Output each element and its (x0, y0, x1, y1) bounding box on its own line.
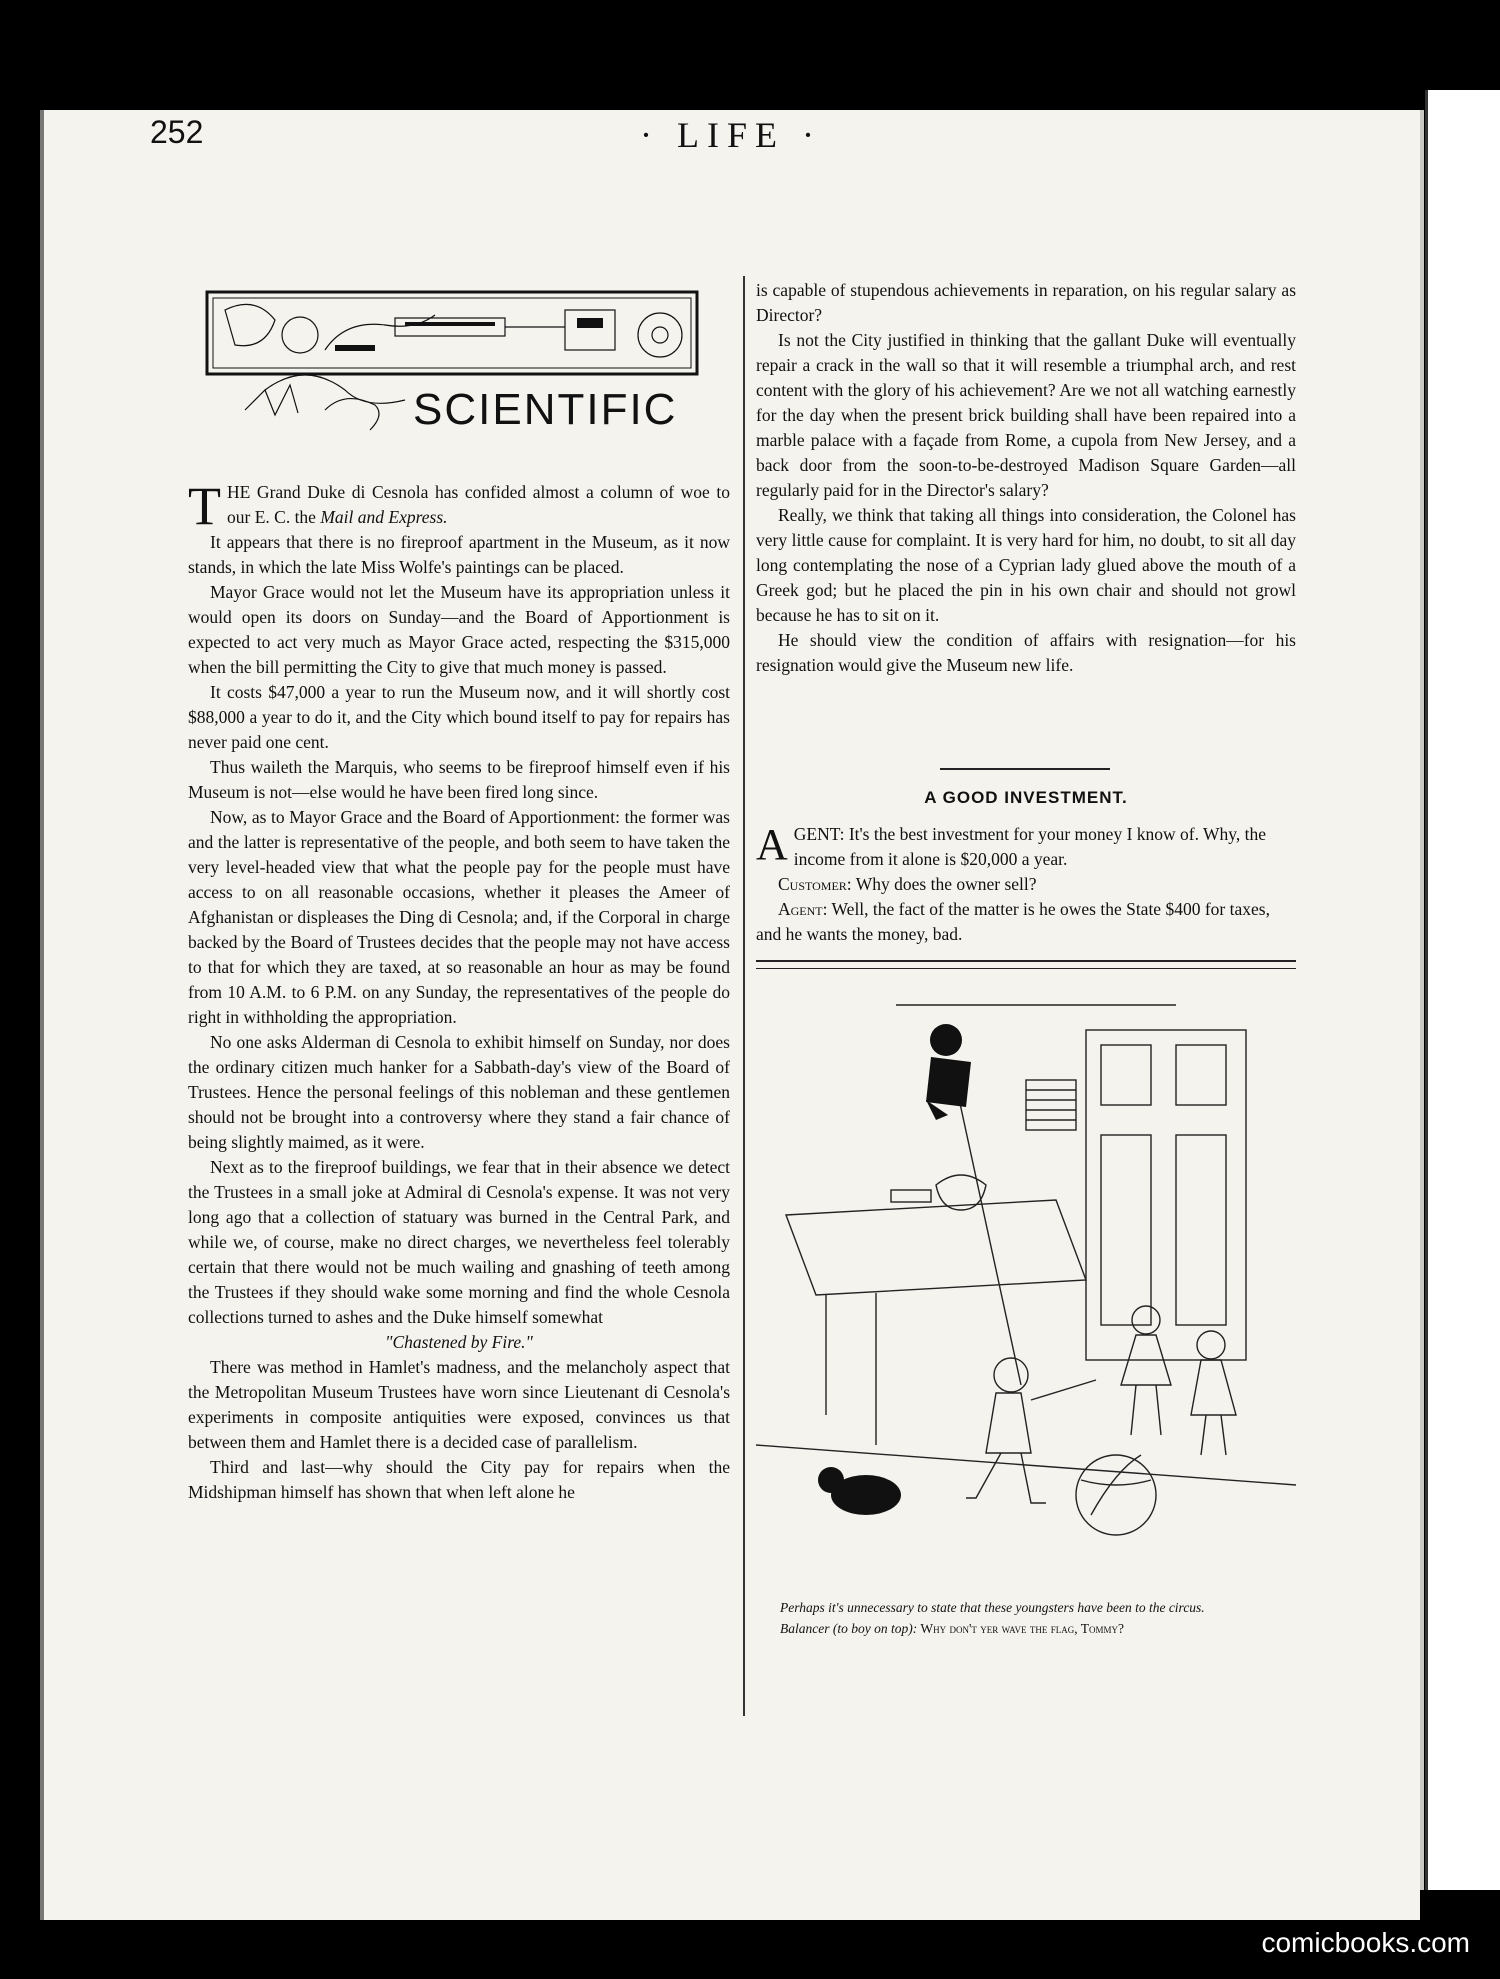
paragraph: He should view the condition of affairs with resignation—for his resignation would give the Museum new life. (756, 630, 1296, 675)
section-double-rule (756, 960, 1296, 969)
dialog-line (756, 872, 1296, 897)
article-right-column (756, 278, 1296, 678)
column-divider (743, 276, 745, 1716)
speaker: Agent: (778, 899, 828, 919)
publication-name: Mail and Express. (320, 507, 448, 527)
paragraph: Third and last—why should the City pay for repairs when the Midshipman himself has shown that when left alone he (188, 1457, 730, 1502)
paragraph: is capable of stupendous achievements in reparation, on his regular salary as Director? (756, 280, 1296, 325)
paragraph: Mayor Grace would not let the Museum have its appropriation unless it would open its doors on Sunday—and the Board of Apportionment is expected to act very much as Mayor Grace acted, respecting the $315,000 when the bill permitting the City to give that much money is passed. (188, 582, 730, 677)
article-title: SCIENTIFIC (413, 385, 678, 434)
dialog-line (756, 822, 1296, 872)
speaker: Customer: (778, 874, 852, 894)
drop-cap: A (756, 820, 788, 869)
circus-cartoon-illustration (756, 975, 1296, 1585)
dialog-text: Why does the owner sell? (851, 874, 1037, 894)
dialog-text: Well, the fact of the matter is he owes the State $400 for taxes, and he wants the money, bad. (756, 899, 1270, 944)
dialog-line (756, 897, 1296, 947)
caption-speech: Why don't yer wave the flag, Tommy? (917, 1621, 1124, 1636)
next-page-edge (1425, 90, 1500, 1890)
paragraph: No one asks Alderman di Cesnola to exhibit himself on Sunday, nor does the ordinary citizen much hanker for a Sabbath-day's view of the Board of Trustees. Hence the personal feelings of this nobleman and these gentlemen should not be brought into a controversy where they stand a fair chance of being slightly maimed, as it were. (188, 1032, 730, 1152)
paragraph: There was method in Hamlet's madness, and the melancholy aspect that the Metropolitan Museum Trustees have worn since Lieutenant di Cesnola's experiments in composite antiquities were exposed, convinces us that between them and Hamlet there is a decided case of parallelism. (188, 1357, 730, 1452)
paragraph: Thus waileth the Marquis, who seems to be fireproof himself even if his Museum is not—else would he have been fired long since. (188, 757, 730, 802)
quote-text: "Chastened by Fire." (385, 1332, 533, 1352)
illustration-caption (762, 1597, 1292, 1639)
site-watermark: comicbooks.com (1261, 1927, 1470, 1958)
dialog-block (756, 822, 1296, 947)
article-left-column (188, 476, 730, 1505)
paragraph (188, 476, 730, 536)
quote-line (188, 1330, 730, 1355)
caption-line (762, 1618, 1292, 1639)
paragraph: It costs $47,000 a year to run the Museum now, and it will shortly cost $88,000 a year to do it, and the City which bound itself to pay for repairs has never paid one cent. (188, 682, 730, 752)
magazine-title: · LIFE · (640, 115, 822, 155)
page-header (150, 114, 1300, 164)
dialog-text: It's the best investment for your money I know of. Why, the income from it alone is $20,000 a year. (793, 824, 1267, 869)
paragraph: Now, as to Mayor Grace and the Board of Apportionment: the former was and the latter is representative of the people, and both seem to have taken the very level-headed view that what the people pay for the people must have access to on all reasonable occasions, whether it pleases the Ameer of Afghanistan or displeases the Ding di Cesnola; and, if the Corporal in charge backed by the Board of Trustees decides that the people may not have access to that for which they are taxed, at so reasonable an hour as may be found from 10 A.M. to 6 P.M. on any Sunday, the representatives of the people do right in withholding the appropriation. (188, 807, 730, 1027)
drop-cap: T (188, 476, 221, 536)
speaker: GENT: (793, 824, 845, 844)
paragraph: It appears that there is no fireproof apartment in the Museum, as it now stands, in which the late Miss Wolfe's paintings can be placed. (188, 532, 730, 577)
section-title: A GOOD INVESTMENT. (924, 788, 1128, 807)
paragraph: Really, we think that taking all things into consideration, the Colonel has very little cause for complaint. It is very hard for him, no doubt, to sit all day long contemplating the nose of a Cyprian lady glued above the mouth of a Greek god; but he placed the pin in his own chair and should not growl because he has to sit on it. (756, 505, 1296, 625)
section-rule (940, 768, 1110, 770)
caption-line: Perhaps it's unnecessary to state that these youngsters have been to the circus. (780, 1600, 1205, 1615)
paragraph-text: HE Grand Duke di Cesnola has confided almost a column of woe to our E. C. the (227, 482, 730, 527)
paragraph: Next as to the fireproof buildings, we fear that in their absence we detect the Trustees in a small joke at Admiral di Cesnola's expense. It was not very long ago that a collection of statuary was burned in the Central Park, and while we, of course, make no direct charges, we nevertheless feel tolerably certain that there would not be much wailing and gnashing of teeth among the Trustees if they should wake some morning and find the whole Cesnola collections turned to ashes and the Duke himself somewhat (188, 1157, 730, 1327)
page-number: 252 (150, 114, 204, 150)
paragraph: Is not the City justified in thinking that the gallant Duke will eventually repair a crack in the wall so that it will resemble a triumphal arch, and rest content with the glory of his achievement? Are we not all watching earnestly for the day when the present brick building shall have been repaired into a marble palace with a façade from Rome, a cupola from New Jersey, and a back door from the soon-to-be-destroyed Madison Square Garden—all regularly paid for in the Director's salary? (756, 330, 1296, 500)
caption-speaker: Balancer (to boy on top): (780, 1621, 918, 1636)
